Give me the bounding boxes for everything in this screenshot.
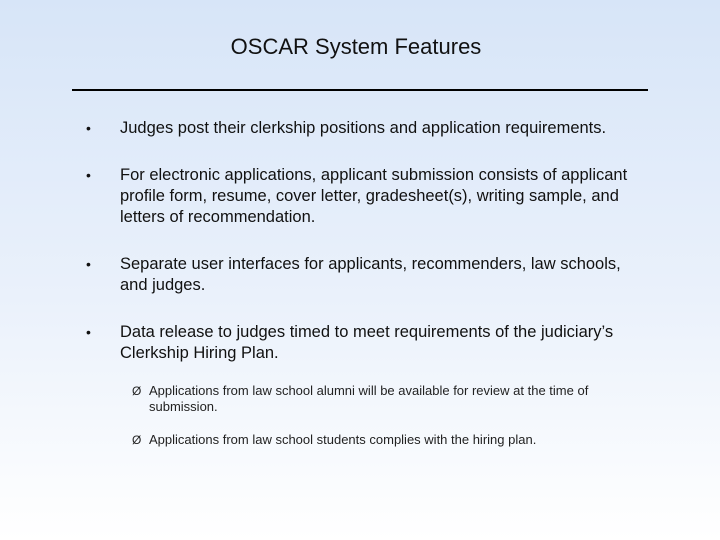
arrow-bullet-icon: Ø — [132, 433, 142, 447]
bullet-item — [86, 322, 646, 364]
bullet-list — [86, 118, 646, 390]
bullet-item — [86, 165, 646, 228]
bullet-icon: • — [86, 256, 91, 272]
sub-bullet-text: Applications from law school alumni will be available for review at the time of submission. — [149, 383, 589, 414]
bullet-text: Judges post their clerkship positions and application requirements. — [120, 119, 607, 137]
sub-bullet-text: Applications from law school students complies with the hiring plan. — [149, 432, 537, 447]
bullet-item — [86, 118, 646, 139]
bullet-icon: • — [86, 167, 91, 183]
title-divider — [72, 89, 648, 91]
bullet-text: Separate user interfaces for applicants, recommenders, law schools, and judges. — [120, 255, 621, 294]
bullet-icon: • — [86, 324, 91, 340]
sub-bullet-item — [132, 383, 602, 415]
sub-bullet-item — [132, 432, 602, 448]
bullet-icon: • — [86, 120, 91, 136]
bullet-item — [86, 254, 646, 296]
bullet-text: For electronic applications, applicant submission consists of applicant profile form, resume, cover letter, gradesheet(s), writing sample, and letters of recommendation. — [120, 166, 628, 226]
slide-title: OSCAR System Features — [230, 34, 482, 59]
arrow-bullet-icon: Ø — [132, 384, 142, 398]
bullet-text: Data release to judges timed to meet requirements of the judiciary’s Clerkship Hiring Plan. — [120, 323, 614, 362]
sub-bullet-list — [132, 383, 602, 465]
